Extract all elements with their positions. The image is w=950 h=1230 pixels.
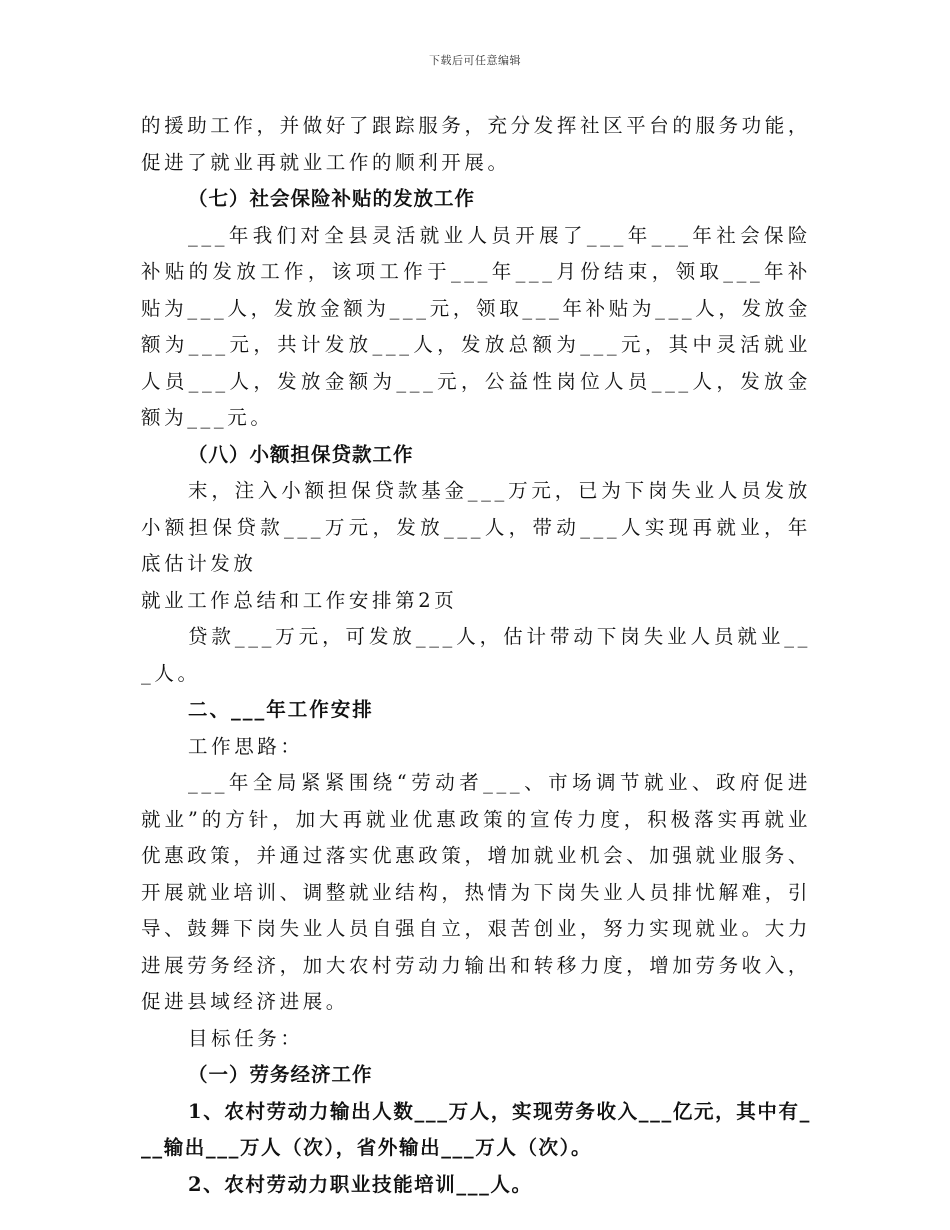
paragraph-small-loan-guarantee: 末，注入小额担保贷款基金___万元，已为下岗失业人员发放小额担保贷款___万元，发放___人，带动___人实现再就业，年底估计发放 [141, 479, 811, 575]
heading-labor-economy: （一）劳务经济工作 [188, 1063, 373, 1086]
heading-social-insurance-subsidy: （七）社会保险补贴的发放工作 [188, 187, 476, 210]
page-header: 下载后可任意编辑 [429, 54, 521, 67]
item-labor-output: 1、农村劳动力输出人数___万人，实现劳务收入___亿元，其中有___输出___万人（次），省外输出___万人（次）。 [141, 1099, 811, 1159]
item-skills-training: 2、农村劳动力职业技能培训___人。 [188, 1172, 533, 1196]
heading-small-loan-guarantee: （八）小额担保贷款工作 [188, 442, 414, 466]
paragraph-social-insurance-subsidy: ___年我们对全县灵活就业人员开展了___年___年社会保险补贴的发放工作，该项工作于___年___月份结束，领取___年补贴为___人，发放金额为___元，领取___年补贴为___人，发放金额为___元，共计发放___人，发放总额为___元，其中灵活就业人员___人，发放金额为___元，公益性岗位人员___人，发放金额为___元。 [141, 223, 811, 429]
document-body [141, 108, 811, 1203]
paragraph-assistance-work: 的援助工作，并做好了跟踪服务，充分发挥社区平台的服务功能，促进了就业再就业工作的顺利开展。 [141, 114, 811, 174]
page-break-label: 就业工作总结和工作安排第2页 [141, 588, 458, 612]
paragraph-loan-estimate: 贷款___万元，可发放___人，估计带动下岗失业人员就业___人。 [141, 625, 812, 685]
label-target-tasks: 目标任务： [188, 1026, 304, 1050]
paragraph-work-ideas: ___年全局紧紧围绕“劳动者___、市场调节就业、政府促进就业”的方针，加大再就业优惠政策的宣传力度，积极落实再就业优惠政策，并通过落实优惠政策，增加就业机会、加强就业服务、开展就业培训、调整就业结构，热情为下岗失业人员排忧解难，引导、鼓舞下岗失业人员自强自立，艰苦创业，努力实现就业。大力进展劳务经济，加大农村劳动力输出和转移力度，增加劳务收入，促进县域经济进展。 [141, 771, 811, 1013]
label-work-ideas: 工作思路： [188, 734, 304, 758]
heading-work-arrangement: 二、___年工作安排 [188, 698, 374, 721]
